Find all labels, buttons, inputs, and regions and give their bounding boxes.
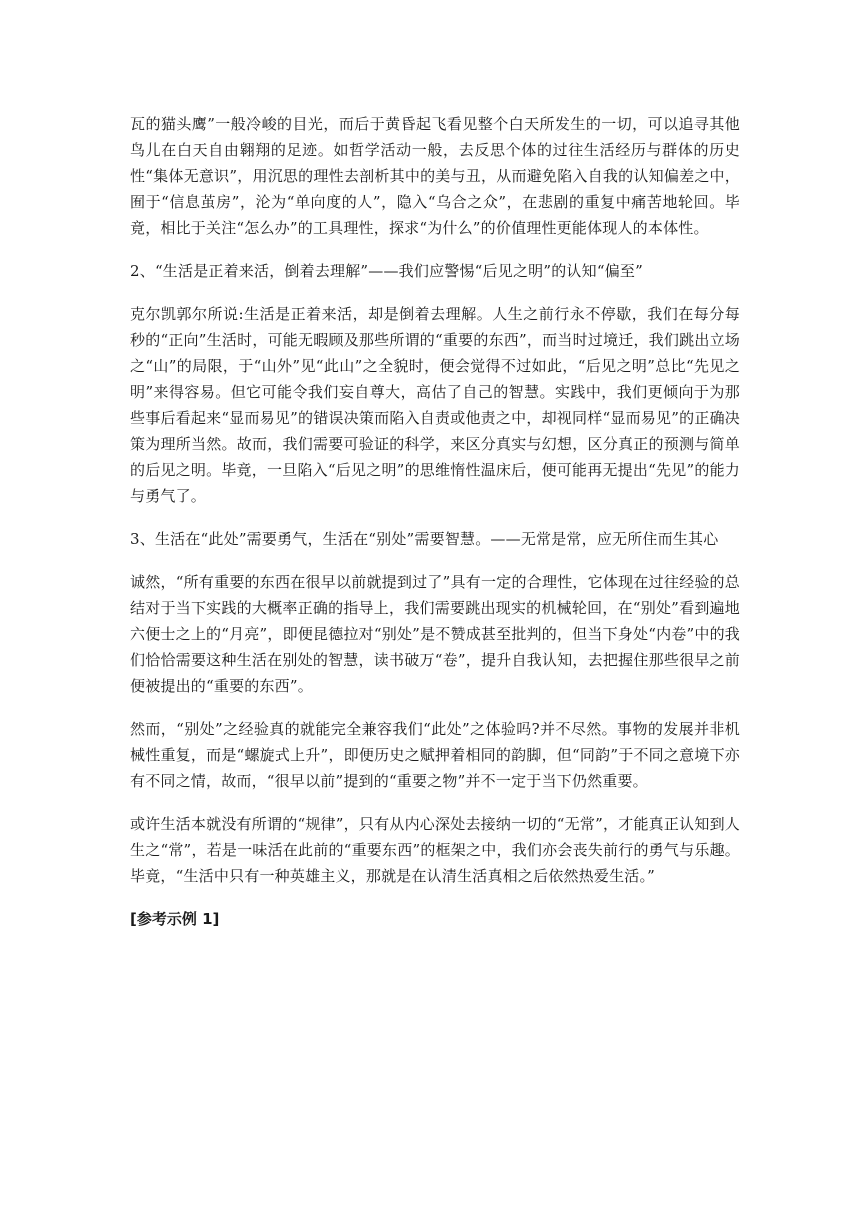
paragraph-section-3-c: 或许生活本就没有所谓的“规律”，只有从内心深处去接纳一切的“无常”，才能真正认知到人生之“常”，若是一味活在此前的“重要东西”的框架之中，我们亦会丧失前行的勇气与乐趣。毕竟，“生活中只有一种英雄主义，那就是在认清生活真相之后依然热爱生活。” [130,815,740,885]
paragraph-intro-continued: 瓦的猫头鹰”一般冷峻的目光，而后于黄昏起飞看见整个白天所发生的一切，可以追寻其他鸟儿在白天自由翱翔的足迹。如哲学活动一般，去反思个体的过往生活经历与群体的历史性“集体无意识”，用沉思的理性去剖析其中的美与丑，从而避免陷入自我的认知偏差之中，囿于“信息茧房”，沦为“单向度的人”，隐入“乌合之众”，在悲剧的重复中痛苦地轮回。毕竟，相比于关注“怎么办”的工具理性，探求“为什么”的价值理性更能体现人的本体性。 [130,115,740,237]
paragraph-section-3-a: 诚然，“所有重要的东西在很早以前就提到过了”具有一定的合理性，它体现在过往经验的总结对于当下实践的大概率正确的指导上，我们需要跳出现实的机械轮回，在“别处”看到遍地六便士之上的“月亮”，即便昆德拉对“别处”是不赞成甚至批判的，但当下身处“内卷”中的我们恰恰需要这种生活在别处的智慧，读书破万“卷”，提升自我认知，去把握住那些很早之前便被提出的“重要的东西”。 [130,573,740,695]
section-heading-3: 3、生活在“此处”需要勇气，生活在“别处”需要智慧。——无常是常，应无所住而生其心 [130,530,719,548]
reference-example-label: [参考示例 1] [130,910,220,928]
paragraph-section-3-b: 然而，“别处”之经验真的就能完全兼容我们“此处”之体验吗?并不尽然。事物的发展并非机械性重复，而是“螺旋式上升”，即便历史之赋押着相同的韵脚，但“同韵”于不同之意境下亦有不同之情，故而，“很早以前”提到的“重要之物”并不一定于当下仍然重要。 [130,720,740,790]
paragraph-section-2: 克尔凯郭尔所说:生活是正着来活，却是倒着去理解。人生之前行永不停歇，我们在每分每秒的“正向”生活时，可能无暇顾及那些所谓的“重要的东西”，而当时过境迁，我们跳出立场之“山”的局限，于“山外”见“此山”之全貌时，便会觉得不过如此，“后见之明”总比“先见之明”来得容易。但它可能令我们妄自尊大，高估了自己的智慧。实践中，我们更倾向于为那些事后看起来“显而易见”的错误决策而陷入自责或他责之中，却视同样“显而易见”的正确决策为理所当然。故而，我们需要可验证的科学，来区分真实与幻想，区分真正的预测与简单的后见之明。毕竟，一旦陷入“后见之明”的思维惰性温床后，便可能再无提出“先见”的能力与勇气了。 [130,305,740,505]
section-heading-2: 2、“生活是正着来活，倒着去理解”——我们应警惕“后见之明”的认知“偏至” [130,262,643,280]
